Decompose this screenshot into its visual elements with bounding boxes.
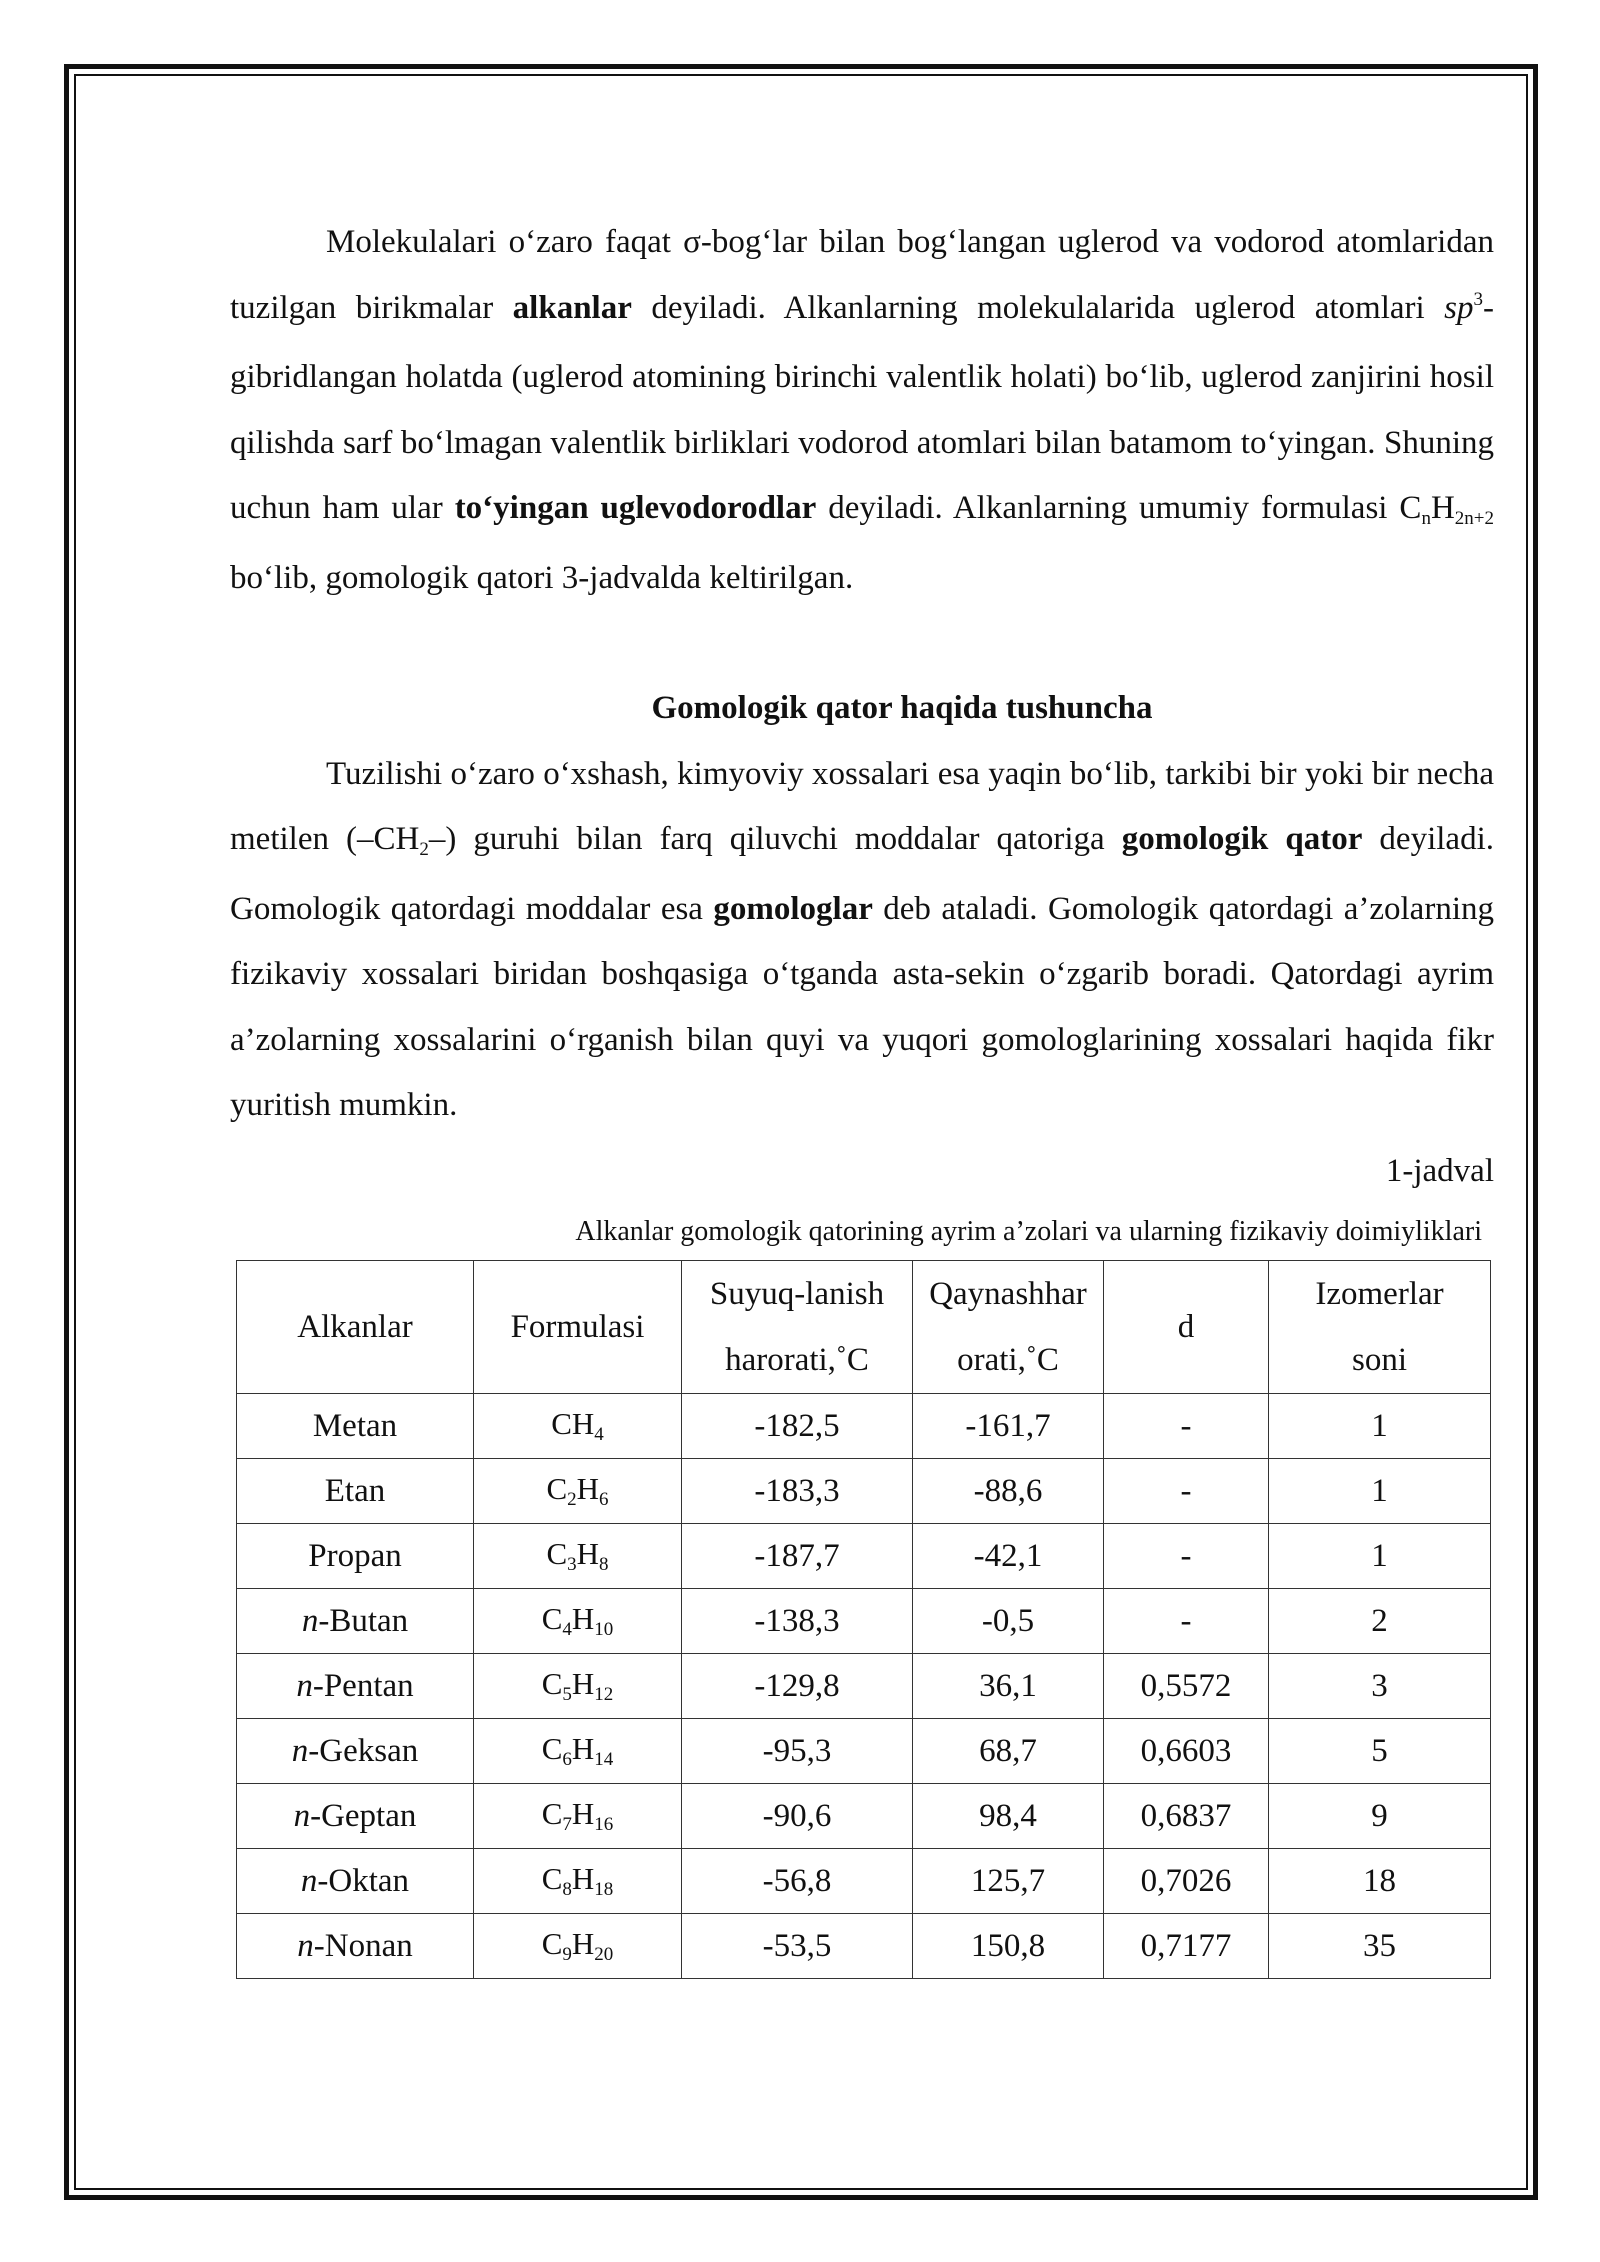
- cell-density: 0,7177: [1104, 1914, 1269, 1979]
- formula-h: H: [571, 1405, 595, 1441]
- term-toyingan-uglevodorodlar: to‘yingan uglevodorodlar: [454, 490, 817, 526]
- table-header-row: [237, 1261, 1491, 1394]
- cell-boiling-point: 98,4: [913, 1784, 1104, 1849]
- cell-melting-point: -187,7: [682, 1524, 913, 1589]
- text: H: [1430, 490, 1455, 526]
- table-label: 1-jadval: [1385, 1152, 1494, 1189]
- formula-c: C: [551, 1405, 572, 1441]
- cell-formula: [474, 1654, 682, 1719]
- name-prefix: n: [296, 1668, 313, 1704]
- text: bo‘lib, gomologik qatori 3-jadvalda keltirilgan.: [230, 559, 854, 596]
- cell-name: [237, 1524, 474, 1589]
- cell-density: -: [1104, 1524, 1269, 1589]
- cell-isomers: 2: [1269, 1589, 1491, 1654]
- formula-h: H: [571, 1860, 595, 1896]
- cell-formula: [474, 1394, 682, 1459]
- header-text: Izomerlar: [1315, 1276, 1444, 1312]
- formula-h-count: 12: [594, 1683, 614, 1705]
- cell-melting-point: -182,5: [682, 1394, 913, 1459]
- paragraph-homologous-series: [230, 742, 1494, 1139]
- paragraph-alkanes: [230, 210, 1494, 611]
- formula-h: H: [571, 1730, 595, 1766]
- cell-name: [237, 1784, 474, 1849]
- cell-density: -: [1104, 1589, 1269, 1654]
- name-text: -Pentan: [312, 1668, 414, 1704]
- formula-c-count: 4: [562, 1618, 572, 1640]
- table-row: [237, 1914, 1491, 1979]
- cell-density: 0,6603: [1104, 1719, 1269, 1784]
- table-row: [237, 1589, 1491, 1654]
- name-prefix: n: [291, 1733, 309, 1769]
- cell-isomers: 1: [1269, 1394, 1491, 1459]
- cell-density: 0,7026: [1104, 1849, 1269, 1914]
- text: –) guruhi bilan farq qiluvchi moddalar qatoriga: [428, 821, 1122, 857]
- cell-formula: [474, 1849, 682, 1914]
- header-alkanlar: Alkanlar: [237, 1261, 474, 1394]
- cell-formula: [474, 1914, 682, 1979]
- text: deyiladi. Alkanlarning umumiy formulasi C: [816, 490, 1422, 526]
- cell-boiling-point: -0,5: [913, 1589, 1104, 1654]
- cell-boiling-point: -88,6: [913, 1459, 1104, 1524]
- cell-formula: [474, 1459, 682, 1524]
- superscript: 3: [1473, 288, 1484, 310]
- cell-isomers: 35: [1269, 1914, 1491, 1979]
- header-formulasi: Formulasi: [474, 1261, 682, 1394]
- formula-h: H: [571, 1600, 595, 1636]
- formula-c: C: [541, 1795, 563, 1831]
- table-row: [237, 1459, 1491, 1524]
- cell-boiling-point: 68,7: [913, 1719, 1104, 1784]
- cell-melting-point: -138,3: [682, 1589, 913, 1654]
- header-text: soni: [1351, 1342, 1407, 1378]
- formula-c-count: 6: [562, 1748, 572, 1770]
- cell-name: [237, 1719, 474, 1784]
- section-heading: Gomologik qator haqida tushuncha: [651, 690, 1153, 726]
- subscript: n: [1421, 508, 1431, 529]
- formula-h-count: 20: [594, 1943, 614, 1965]
- header-text: orati,˚C: [957, 1342, 1059, 1378]
- cell-name: [237, 1914, 474, 1979]
- name-text: Propan: [308, 1538, 402, 1574]
- header-text: Qaynashhar: [929, 1276, 1087, 1312]
- formula-c-count: 8: [562, 1878, 572, 1900]
- cell-formula: [474, 1589, 682, 1654]
- table-row: [237, 1394, 1491, 1459]
- formula-h-count: 18: [594, 1878, 614, 1900]
- cell-formula: [474, 1524, 682, 1589]
- formula-h-count: 4: [594, 1423, 604, 1445]
- text: Molekulalari o‘zaro faqat σ-bog‘lar bilan bog‘langan uglerod va vodorod atomlaridan tuzilgan birikmalar: [230, 224, 1494, 326]
- cell-density: -: [1104, 1394, 1269, 1459]
- table-row: [237, 1784, 1491, 1849]
- cell-isomers: 18: [1269, 1849, 1491, 1914]
- cell-boiling-point: 36,1: [913, 1654, 1104, 1719]
- cell-density: -: [1104, 1459, 1269, 1524]
- header-isomers: [1269, 1261, 1491, 1394]
- cell-name: [237, 1849, 474, 1914]
- formula-c: C: [546, 1470, 568, 1506]
- term-gomologik-qator: gomologik qator: [1121, 821, 1363, 857]
- name-text: -Oktan: [317, 1863, 410, 1899]
- header-melting-point: [682, 1261, 913, 1394]
- formula-c-count: 5: [562, 1683, 572, 1705]
- formula-c: C: [541, 1730, 563, 1766]
- formula-c-count: 3: [567, 1553, 577, 1575]
- page-content: [230, 210, 1494, 1979]
- formula-h: H: [576, 1535, 600, 1571]
- cell-melting-point: -56,8: [682, 1849, 913, 1914]
- header-text: harorati,˚C: [725, 1342, 869, 1378]
- table-caption: Alkanlar gomologik qatorining ayrim a’zolari va ularning fizikaviy doimiyliklari: [575, 1216, 1482, 1247]
- cell-density: 0,5572: [1104, 1654, 1269, 1719]
- name-text: -Geksan: [308, 1733, 419, 1769]
- formula-h: H: [571, 1665, 595, 1701]
- term-sp: sp: [1444, 289, 1474, 326]
- cell-isomers: 9: [1269, 1784, 1491, 1849]
- name-text: -Butan: [318, 1603, 409, 1639]
- cell-formula: [474, 1719, 682, 1784]
- text: deyiladi. Gomologik qatordagi moddalar esa: [230, 821, 1494, 927]
- cell-melting-point: -95,3: [682, 1719, 913, 1784]
- cell-boiling-point: 150,8: [913, 1914, 1104, 1979]
- formula-c-count: 9: [562, 1943, 572, 1965]
- name-prefix: n: [300, 1863, 318, 1899]
- name-prefix: n: [293, 1798, 311, 1834]
- alkanes-table: [236, 1260, 1491, 1979]
- formula-c: C: [541, 1925, 563, 1961]
- table-row: [237, 1719, 1491, 1784]
- term-gomologlar: gomologlar: [713, 890, 873, 927]
- formula-c: C: [541, 1860, 563, 1896]
- formula-c-count: 2: [567, 1488, 577, 1510]
- table-row: [237, 1849, 1491, 1914]
- formula-c: C: [546, 1535, 568, 1571]
- formula-c: C: [541, 1600, 563, 1636]
- cell-isomers: 1: [1269, 1459, 1491, 1524]
- cell-formula: [474, 1784, 682, 1849]
- cell-isomers: 1: [1269, 1524, 1491, 1589]
- cell-name: [237, 1394, 474, 1459]
- cell-density: 0,6837: [1104, 1784, 1269, 1849]
- cell-boiling-point: -161,7: [913, 1394, 1104, 1459]
- table-row: [237, 1654, 1491, 1719]
- cell-melting-point: -90,6: [682, 1784, 913, 1849]
- name-text: Etan: [324, 1473, 386, 1509]
- formula-h: H: [571, 1795, 595, 1831]
- name-text: -Geptan: [310, 1798, 417, 1834]
- header-density: d: [1104, 1261, 1269, 1394]
- formula-h-count: 16: [594, 1813, 614, 1835]
- formula-h-count: 10: [594, 1618, 614, 1640]
- cell-isomers: 5: [1269, 1719, 1491, 1784]
- name-text: -Nonan: [313, 1928, 413, 1964]
- cell-isomers: 3: [1269, 1654, 1491, 1719]
- header-boiling-point: [913, 1261, 1104, 1394]
- cell-melting-point: -129,8: [682, 1654, 913, 1719]
- formula-h: H: [571, 1925, 595, 1961]
- name-text: Metan: [312, 1408, 398, 1444]
- formula-h-count: 8: [599, 1553, 609, 1575]
- formula-c: C: [541, 1665, 563, 1701]
- name-prefix: n: [301, 1603, 319, 1639]
- formula-h-count: 6: [599, 1488, 609, 1510]
- subscript: 2n+2: [1454, 508, 1494, 529]
- text: deyiladi. Alkanlarning molekulalarida uglerod atomlari: [631, 289, 1445, 326]
- subscript: 2: [419, 839, 429, 860]
- term-alkanlar: alkanlar: [512, 289, 632, 326]
- cell-boiling-point: 125,7: [913, 1849, 1104, 1914]
- header-text: Suyuq-lanish: [709, 1276, 885, 1312]
- formula-h: H: [576, 1470, 600, 1506]
- text: -gibridlangan holatda (uglerod atomining birinchi valentlik holati) bo‘lib, uglerod zanjirini hosil qilishda sarf bo‘lmagan valentlik birliklari vodorod atomlari bilan batamom to‘yingan. Shuning uchun ham ular: [230, 289, 1495, 526]
- formula-c-count: 7: [562, 1813, 572, 1835]
- name-prefix: n: [297, 1928, 314, 1964]
- table-row: [237, 1524, 1491, 1589]
- cell-melting-point: -53,5: [682, 1914, 913, 1979]
- cell-name: [237, 1589, 474, 1654]
- cell-name: [237, 1654, 474, 1719]
- cell-boiling-point: -42,1: [913, 1524, 1104, 1589]
- text: Tuzilishi o‘zaro o‘xshash, kimyoviy xossalari esa yaqin bo‘lib, tarkibi bir yoki bir necha metilen (–CH: [230, 755, 1494, 857]
- cell-melting-point: -183,3: [682, 1459, 913, 1524]
- text: deb ataladi. Gomologik qatordagi a’zolarning fizikaviy xossalari biridan boshqasiga o‘tganda asta-sekin o‘zgarib boradi. Qatordagi ayrim a’zolarning xossalarini o‘rganish bilan quyi va yuqori gomologlarining xossalari haqida fikr yuritish mumkin.: [230, 890, 1494, 1123]
- cell-name: [237, 1459, 474, 1524]
- formula-h-count: 14: [594, 1748, 614, 1770]
